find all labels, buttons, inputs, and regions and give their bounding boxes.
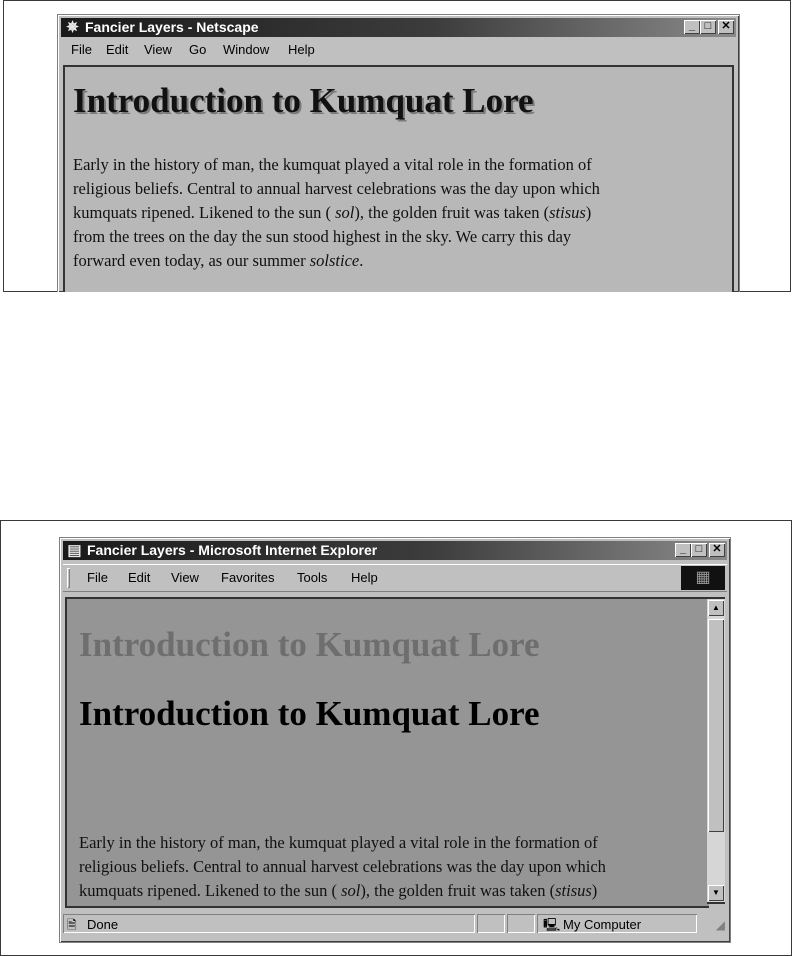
netscape-page-content bbox=[63, 65, 734, 292]
menu-tools[interactable]: Tools bbox=[297, 570, 328, 585]
page-done-icon: 🗎 bbox=[67, 918, 77, 932]
paragraph-line: religious beliefs. Central to annual harvest celebrations was the day upon which bbox=[73, 179, 600, 198]
menu-edit[interactable]: Edit bbox=[128, 570, 151, 585]
menu-help[interactable]: Help bbox=[288, 42, 315, 57]
netscape-title-bar[interactable] bbox=[61, 18, 736, 37]
ie-page-icon: ▤ bbox=[67, 542, 82, 559]
paragraph-line: kumquats ripened. Likened to the sun ( sol), the golden fruit was taken (stisus) bbox=[73, 203, 592, 222]
netscape-menu-bar bbox=[61, 39, 736, 61]
menu-favorites[interactable]: Favorites bbox=[221, 570, 275, 585]
close-button[interactable]: ✕ bbox=[709, 543, 725, 557]
maximize-button[interactable]: □ bbox=[700, 20, 716, 34]
paragraph-line: Early in the history of man, the kumquat played a vital role in the formation of bbox=[73, 155, 592, 174]
scroll-down-arrow-icon[interactable]: ▼ bbox=[708, 885, 724, 901]
paragraph-line: from the trees on the day the sun stood highest in the sky. We carry this day bbox=[73, 227, 572, 246]
menu-help[interactable]: Help bbox=[351, 570, 378, 585]
paragraph-line: Early in the history of man, the kumquat played a vital role in the formation of bbox=[79, 833, 598, 852]
toolbar-grip[interactable] bbox=[67, 568, 70, 588]
ie-status-bar bbox=[63, 912, 727, 936]
paragraph-line: kumquats ripened. Likened to the sun ( sol), the golden fruit was taken (stisus) bbox=[79, 881, 598, 900]
minimize-button[interactable]: _ bbox=[675, 543, 691, 557]
menu-file[interactable]: File bbox=[71, 42, 92, 57]
window-title: Fancier Layers - Microsoft Internet Explorer bbox=[87, 542, 378, 558]
ie-page-content bbox=[65, 597, 709, 908]
ie-window bbox=[59, 537, 731, 943]
resize-grip-icon[interactable]: ◢ bbox=[715, 918, 725, 932]
menu-edit[interactable]: Edit bbox=[106, 42, 129, 57]
computer-icon: 🖳 bbox=[543, 917, 561, 932]
status-cell-empty bbox=[477, 914, 505, 933]
close-button[interactable]: ✕ bbox=[718, 20, 734, 34]
window-title: Fancier Layers - Netscape bbox=[85, 19, 259, 35]
menu-window[interactable]: Window bbox=[223, 42, 270, 57]
faded-heading: Introduction to Kumquat Lore bbox=[79, 625, 540, 664]
status-cell-empty bbox=[507, 914, 535, 933]
ie-title-bar[interactable] bbox=[63, 541, 727, 560]
netscape-screenshot-frame bbox=[3, 0, 791, 292]
page-heading: Introduction to Kumquat Lore bbox=[73, 81, 534, 120]
status-main-cell bbox=[63, 914, 475, 933]
intro-paragraph bbox=[79, 831, 606, 903]
windows-logo-icon: ▦ bbox=[681, 566, 725, 590]
paragraph-line: forward even today, as our summer solstice. bbox=[73, 251, 364, 270]
menu-view[interactable]: View bbox=[171, 570, 199, 585]
ie-screenshot-frame bbox=[0, 520, 792, 956]
vertical-scrollbar[interactable] bbox=[707, 597, 725, 904]
scroll-up-arrow-icon[interactable]: ▲ bbox=[708, 600, 724, 616]
maximize-button[interactable]: □ bbox=[691, 543, 707, 557]
minimize-button[interactable]: _ bbox=[684, 20, 700, 34]
menu-file[interactable]: File bbox=[87, 570, 108, 585]
netscape-window bbox=[57, 14, 740, 292]
status-zone-cell bbox=[537, 914, 697, 933]
netscape-icon: ✵ bbox=[66, 19, 79, 36]
menu-view[interactable]: View bbox=[144, 42, 172, 57]
menu-go[interactable]: Go bbox=[189, 42, 207, 57]
intro-paragraph bbox=[73, 153, 600, 273]
ie-menu-bar bbox=[63, 564, 727, 592]
status-text: Done bbox=[87, 917, 119, 932]
scroll-thumb[interactable] bbox=[708, 619, 724, 832]
page-heading: Introduction to Kumquat Lore bbox=[79, 694, 540, 733]
paragraph-line: religious beliefs. Central to annual harvest celebrations was the day upon which bbox=[79, 857, 606, 876]
zone-text: My Computer bbox=[563, 917, 642, 932]
